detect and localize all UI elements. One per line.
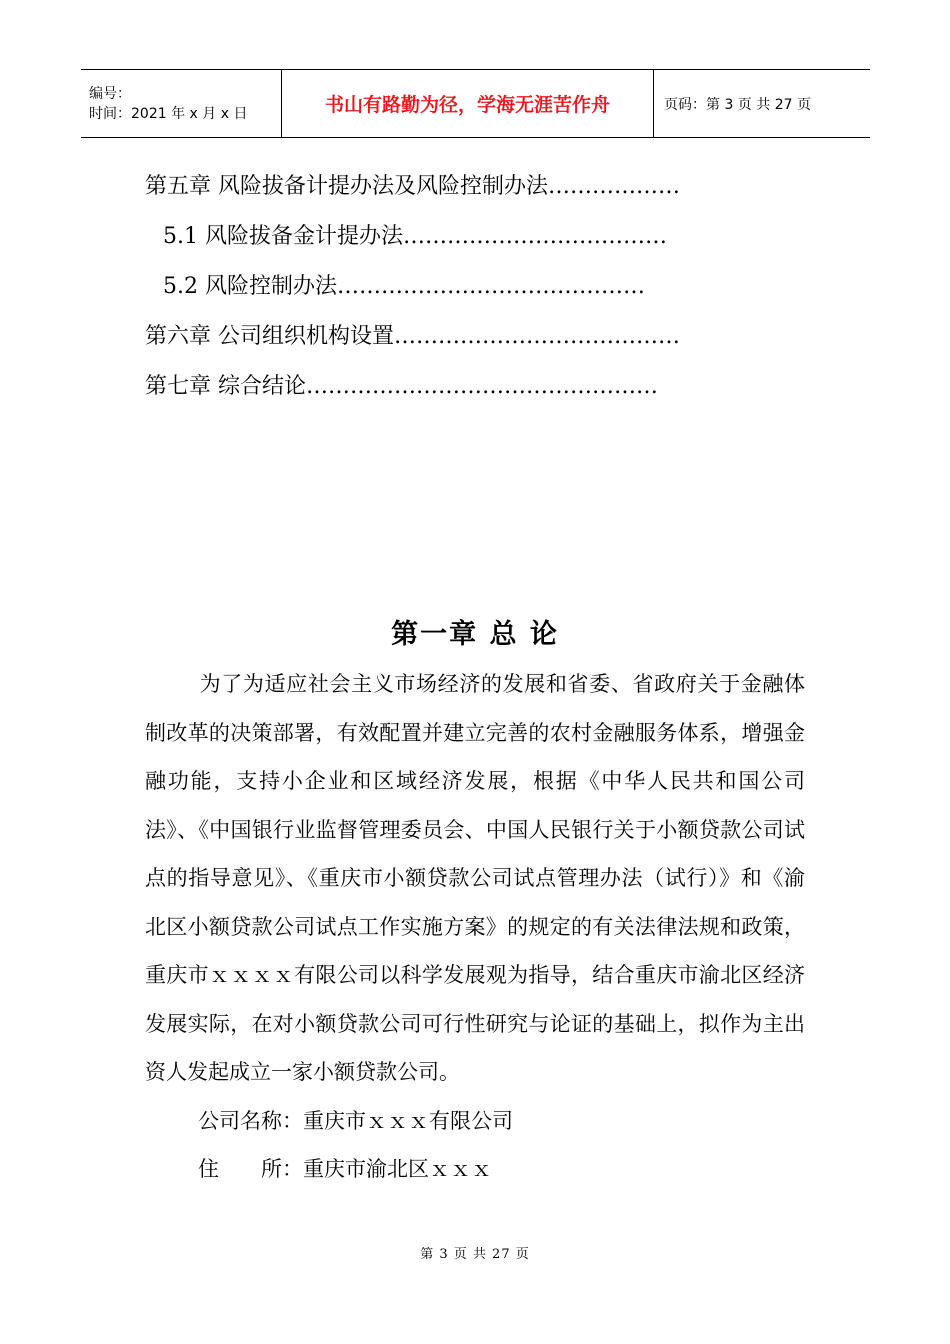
motto-text: 书山有路勤为径，学海无涯苦作舟 <box>324 94 610 116</box>
page-info-text: 页码：第 3 页 共 27 页 <box>664 96 811 113</box>
toc-entry-chapter-6: 第六章 公司组织机构设置………………………………… <box>145 324 680 349</box>
intro-paragraph: 为了为适应社会主义市场经济的发展和省委、省政府关于金融体制改革的决策部署，有效配置并建立完善的农村金融服务体系，增强金融功能，支持小企业和区域经济发展，根据《中华人民共和国公司法》、《中国银行业监督管理委员会、中国人民银行关于小额贷款公司试点的指导意见》、《重庆市小额贷款公司试点管理办法（试行）》和《渝北区小额贷款公司试点工作实施方案》的规定的有关法律法规和政策，重庆市ｘｘｘｘ有限公司以科学发展观为指导，结合重庆市渝北区经济发展实际，在对小额贷款公司可行性研究与论证的基础上，拟作为主出资人发起成立一家小额贷款公司。 <box>145 672 805 1084</box>
toc-entry-5-1: 5.1 风险拔备金计提办法……………………………… <box>163 224 667 249</box>
time-label: 时间：2021 年 x 月 x 日 <box>89 105 248 122</box>
toc-entry-chapter-5: 第五章 风险拔备计提办法及风险控制办法……………… <box>145 174 680 199</box>
table-of-contents <box>145 162 785 412</box>
header-motto <box>282 70 654 137</box>
address-label-a: 住 <box>198 1156 219 1181</box>
chapter-body <box>145 660 805 1193</box>
number-label: 编号： <box>89 85 131 102</box>
page-header <box>81 69 870 138</box>
toc-entry-5-2: 5.2 风险控制办法…………………………………… <box>163 274 645 299</box>
header-meta <box>81 70 282 137</box>
toc-entry-chapter-7: 第七章 综合结论………………………………………… <box>145 374 658 399</box>
header-page-info <box>654 70 870 137</box>
company-name-line: 公司名称：重庆市ｘｘｘ有限公司 <box>198 1108 513 1133</box>
address-label-b: 所：重庆市渝北区ｘｘｘ <box>261 1156 492 1181</box>
address-line <box>145 1145 805 1193</box>
page-footer: 第 3 页 共 27 页 <box>420 1247 530 1262</box>
chapter-title: 第一章 总 论 <box>391 619 559 650</box>
company-info <box>145 1097 805 1193</box>
